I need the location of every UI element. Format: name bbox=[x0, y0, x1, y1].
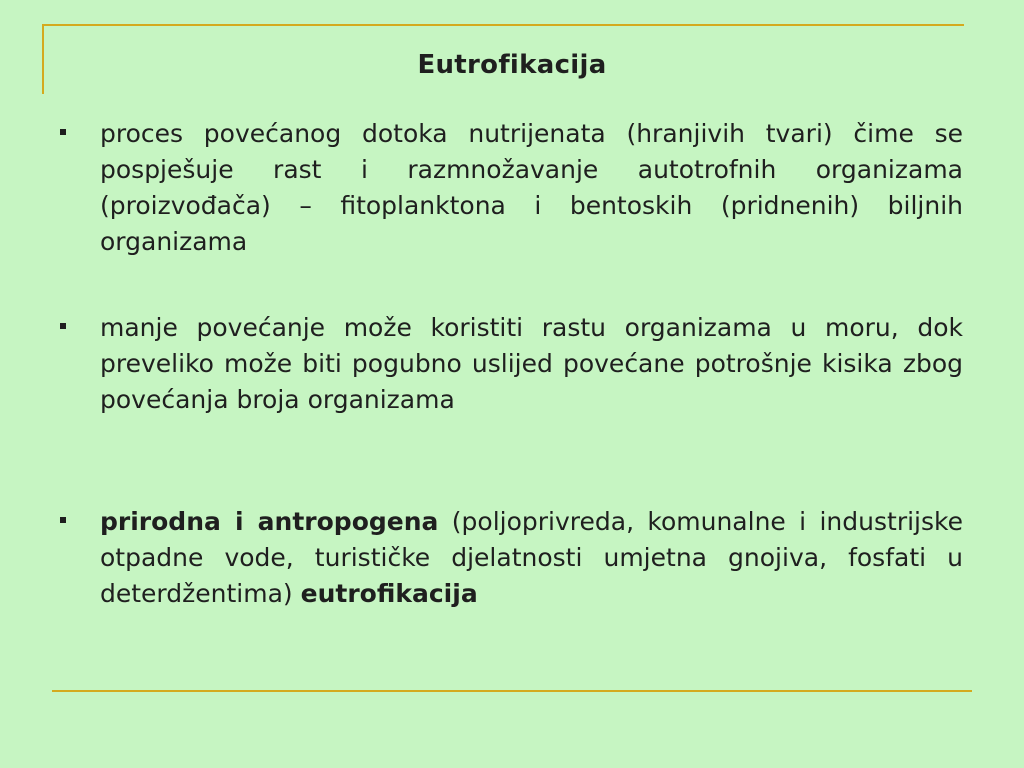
bottom-rule bbox=[52, 690, 972, 692]
square-bullet-icon bbox=[60, 323, 66, 329]
slide-title: Eutrofikacija bbox=[417, 50, 607, 80]
bullet-text: proces povećanog dotoka nutrijenata (hranjivih tvari) čime se pospješuje rast i razmnožavanje autotrofnih organizama (proizvođača) – fitoplanktona i bentoskih (pridnenih) biljnih organizama bbox=[100, 119, 963, 256]
bullet-item bbox=[56, 116, 963, 260]
top-rule bbox=[42, 24, 964, 26]
bullet-item bbox=[56, 504, 963, 612]
bullet-text bbox=[100, 504, 963, 612]
bullet-text-body: (poljoprivreda, komunalne i industrijske otpadne vode, turističke djelatnosti umjetna gnojiva, fosfati u deterdžentima) bbox=[100, 507, 963, 608]
bullet-text: manje povećanje može koristiti rastu organizama u moru, dok preveliko može biti pogubno uslijed povećane potrošnje kisika zbog povećanja broja organizama bbox=[100, 313, 963, 414]
bullet-item bbox=[56, 310, 963, 418]
square-bullet-icon bbox=[60, 129, 66, 135]
square-bullet-icon bbox=[60, 517, 66, 523]
bullet-bold-lead: prirodna i antropogena bbox=[100, 507, 439, 536]
bullet-bold-tail: eutrofikacija bbox=[300, 579, 478, 608]
